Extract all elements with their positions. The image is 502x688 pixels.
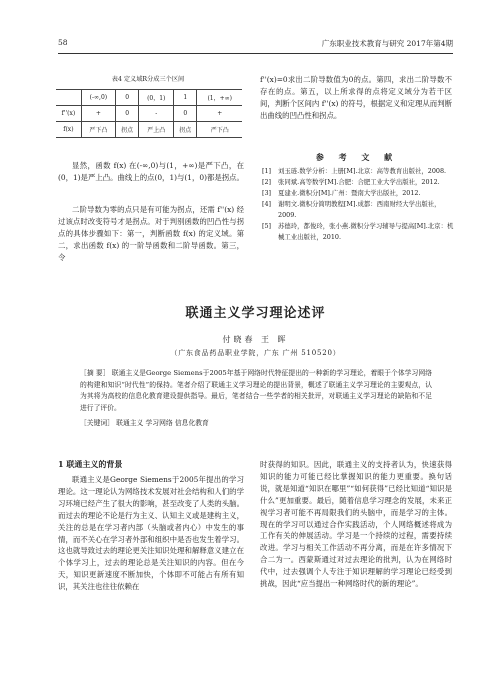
abstract-label: ［摘 要］ <box>80 369 110 377</box>
table-cell: (0，1) <box>139 90 174 106</box>
table-cell: 0 <box>115 90 138 106</box>
reference-text: 张同斌.高等数学[M].合肥：合肥工业大学出版社，2012. <box>278 178 440 186</box>
table-cell: + <box>197 106 242 122</box>
reference-text: 谢明文.微积分简明教程[M].成都：西南财经大学出版社，2009. <box>278 200 441 219</box>
abstract-text: 联通主义是George Siemens于2005年基于网络时代特征提出的一种新的学习理论，着眼于个体学习网络的构建和知识“时代性”的保持。笔者介绍了联通主义学习理论的提出背景，概述了联通主义学习理论的主要观点，认为其将为高校的信息化教育建设提供指导。最后，笔者结合一些学者的相关批评，对联通主义学习理论的缺陷和不足进行了评价。 <box>80 369 432 413</box>
body-left: 联通主义是George Siemens于2005年提出的学习理论。这一理论认为网络技术发展对社会结构和人们的学习环境已经产生了很大的影响，甚至改变了人类的头脑。而过去的理论不论是行为主义、认知主义或是建构主义，关注的总是在学习者内部（头脑或者内心）中发生的事情，而不关心在学习者外部和组织中是否也发生着学习。这也就导致过去的理论更关注知识处理和解释意义建立在个体学习上，过去的理论总是关注知识的内容。但在今天，知识更新速度不断加快，个体即不可能占有所有知识，其关注也往往依赖在 <box>58 475 244 592</box>
reference-item <box>262 166 454 177</box>
table-cell: - <box>139 106 174 122</box>
table-cell: (-∞,0) <box>81 90 115 106</box>
reference-number: [5] <box>262 222 272 230</box>
table-cell: 严下凸 <box>81 122 115 138</box>
article-affiliation: （广东食品药品职业学院，广东 广州 510520） <box>170 349 341 357</box>
concavity-table <box>56 89 242 138</box>
keywords-label: ［关键词］ <box>80 419 114 427</box>
reference-text: 苏德玲，都俊玲，张小燕.微积分学习辅导与提高[M].北京：机械工业出版社，2010. <box>278 222 454 241</box>
table-cell <box>56 90 81 106</box>
table-cell: (1，+∞) <box>197 90 242 106</box>
reference-item <box>262 199 454 221</box>
article-title: 联通主义学习理论述评 <box>185 306 326 321</box>
keywords-text: 联通主义 学习网络 信息化教育 <box>116 419 209 427</box>
table-cell: + <box>81 106 115 122</box>
keywords <box>80 417 432 427</box>
table-row <box>56 106 242 122</box>
reference-text: 刘玉琏.数学分析：上册[M].北京：高等教育出版社，2008. <box>278 167 447 175</box>
table-cell: 拐点 <box>115 122 138 138</box>
reference-number: [1] <box>262 167 272 175</box>
body-right: 时获得的知识。因此，联通主义的支持者认为，快速获得知识的能力可能已经比掌握知识的能力更重要。换句话说，就是知道“知识在哪里”“如何获得”已经比知道“知识是什么”更加重要。最后，随着信息学习理念的发展，未来正视学习者可能不再局限我们的头脑中，而是学习的主体。现在的学习可以通过合作实践活动，个人网络概述将成为工作有关的伸展活动。学习是一个持续的过程，需要持续改进。学习与相关工作活动不再分离，而是在许多情况下合二为一。西蒙斯通过对过去理论的批判，认为在网络时代中，过去强调个人专注于知识理解的学习理论已经受到挑战，因此“应当提出一种网络时代的新的理论”。 <box>260 460 452 589</box>
table-cell: 0 <box>115 106 138 122</box>
reference-item <box>262 177 454 188</box>
table-cell: 拐点 <box>174 122 197 138</box>
reference-text: 夏建业.微积分[M].广州：暨南大学出版社，2012. <box>278 189 421 197</box>
abstract <box>80 368 432 415</box>
table-cell: 严上凸 <box>139 122 174 138</box>
section-heading: 1 联通主义的背景 <box>58 459 123 469</box>
table-cell: f''(x) <box>56 106 81 122</box>
reference-number: [3] <box>262 189 272 197</box>
table-cell: f(x) <box>56 122 81 138</box>
left-paragraph-1: 显然，函数 f(x) 在(-∞,0)与(1，+∞)是严下凸，在(0，1)是严上凸。曲线上的点(0，1)与(1，0)都是拐点。 <box>58 161 244 182</box>
references-heading: 参 考 文 献 <box>315 152 399 162</box>
table-cell: 1 <box>174 90 197 106</box>
reference-item <box>262 221 454 243</box>
page-number: 58 <box>58 38 68 47</box>
reference-list <box>262 166 454 243</box>
article-authors: 付晓春 王 晖 <box>222 335 289 344</box>
header-rule <box>58 53 453 54</box>
table-cell: 0 <box>174 106 197 122</box>
left-paragraph-2: 二阶导数为零的点只是有可能为拐点，还需 f''(x) 经过该点时改变符号才是拐点。对于判别函数的凹凸性与拐点的具体步骤如下：第一，判断函数 f(x) 的定义域。第二，求出函数 f(x) 的一阶导函数和二阶导函数。第三，令 <box>58 205 244 262</box>
table-row <box>56 122 242 138</box>
reference-number: [4] <box>262 200 272 208</box>
table-caption: 表4 定义域R分成三个区间 <box>111 76 185 83</box>
reference-item <box>262 188 454 199</box>
table-cell: 严下凸 <box>197 122 242 138</box>
reference-number: [2] <box>262 178 272 186</box>
running-header: 广东职业技术教育与研究 2017年第4期 <box>321 39 453 48</box>
right-paragraph-1: f''(x)=0求出二阶导数值为0的点。第四，求出二阶导数不存在的点。第五，以上所求得的点将定义域分为若干区间，判断个区间内 f''(x) 的符号，根据定义和定理从而判断出曲线的凹凸性和拐点。 <box>260 75 452 120</box>
table-row <box>56 90 242 106</box>
